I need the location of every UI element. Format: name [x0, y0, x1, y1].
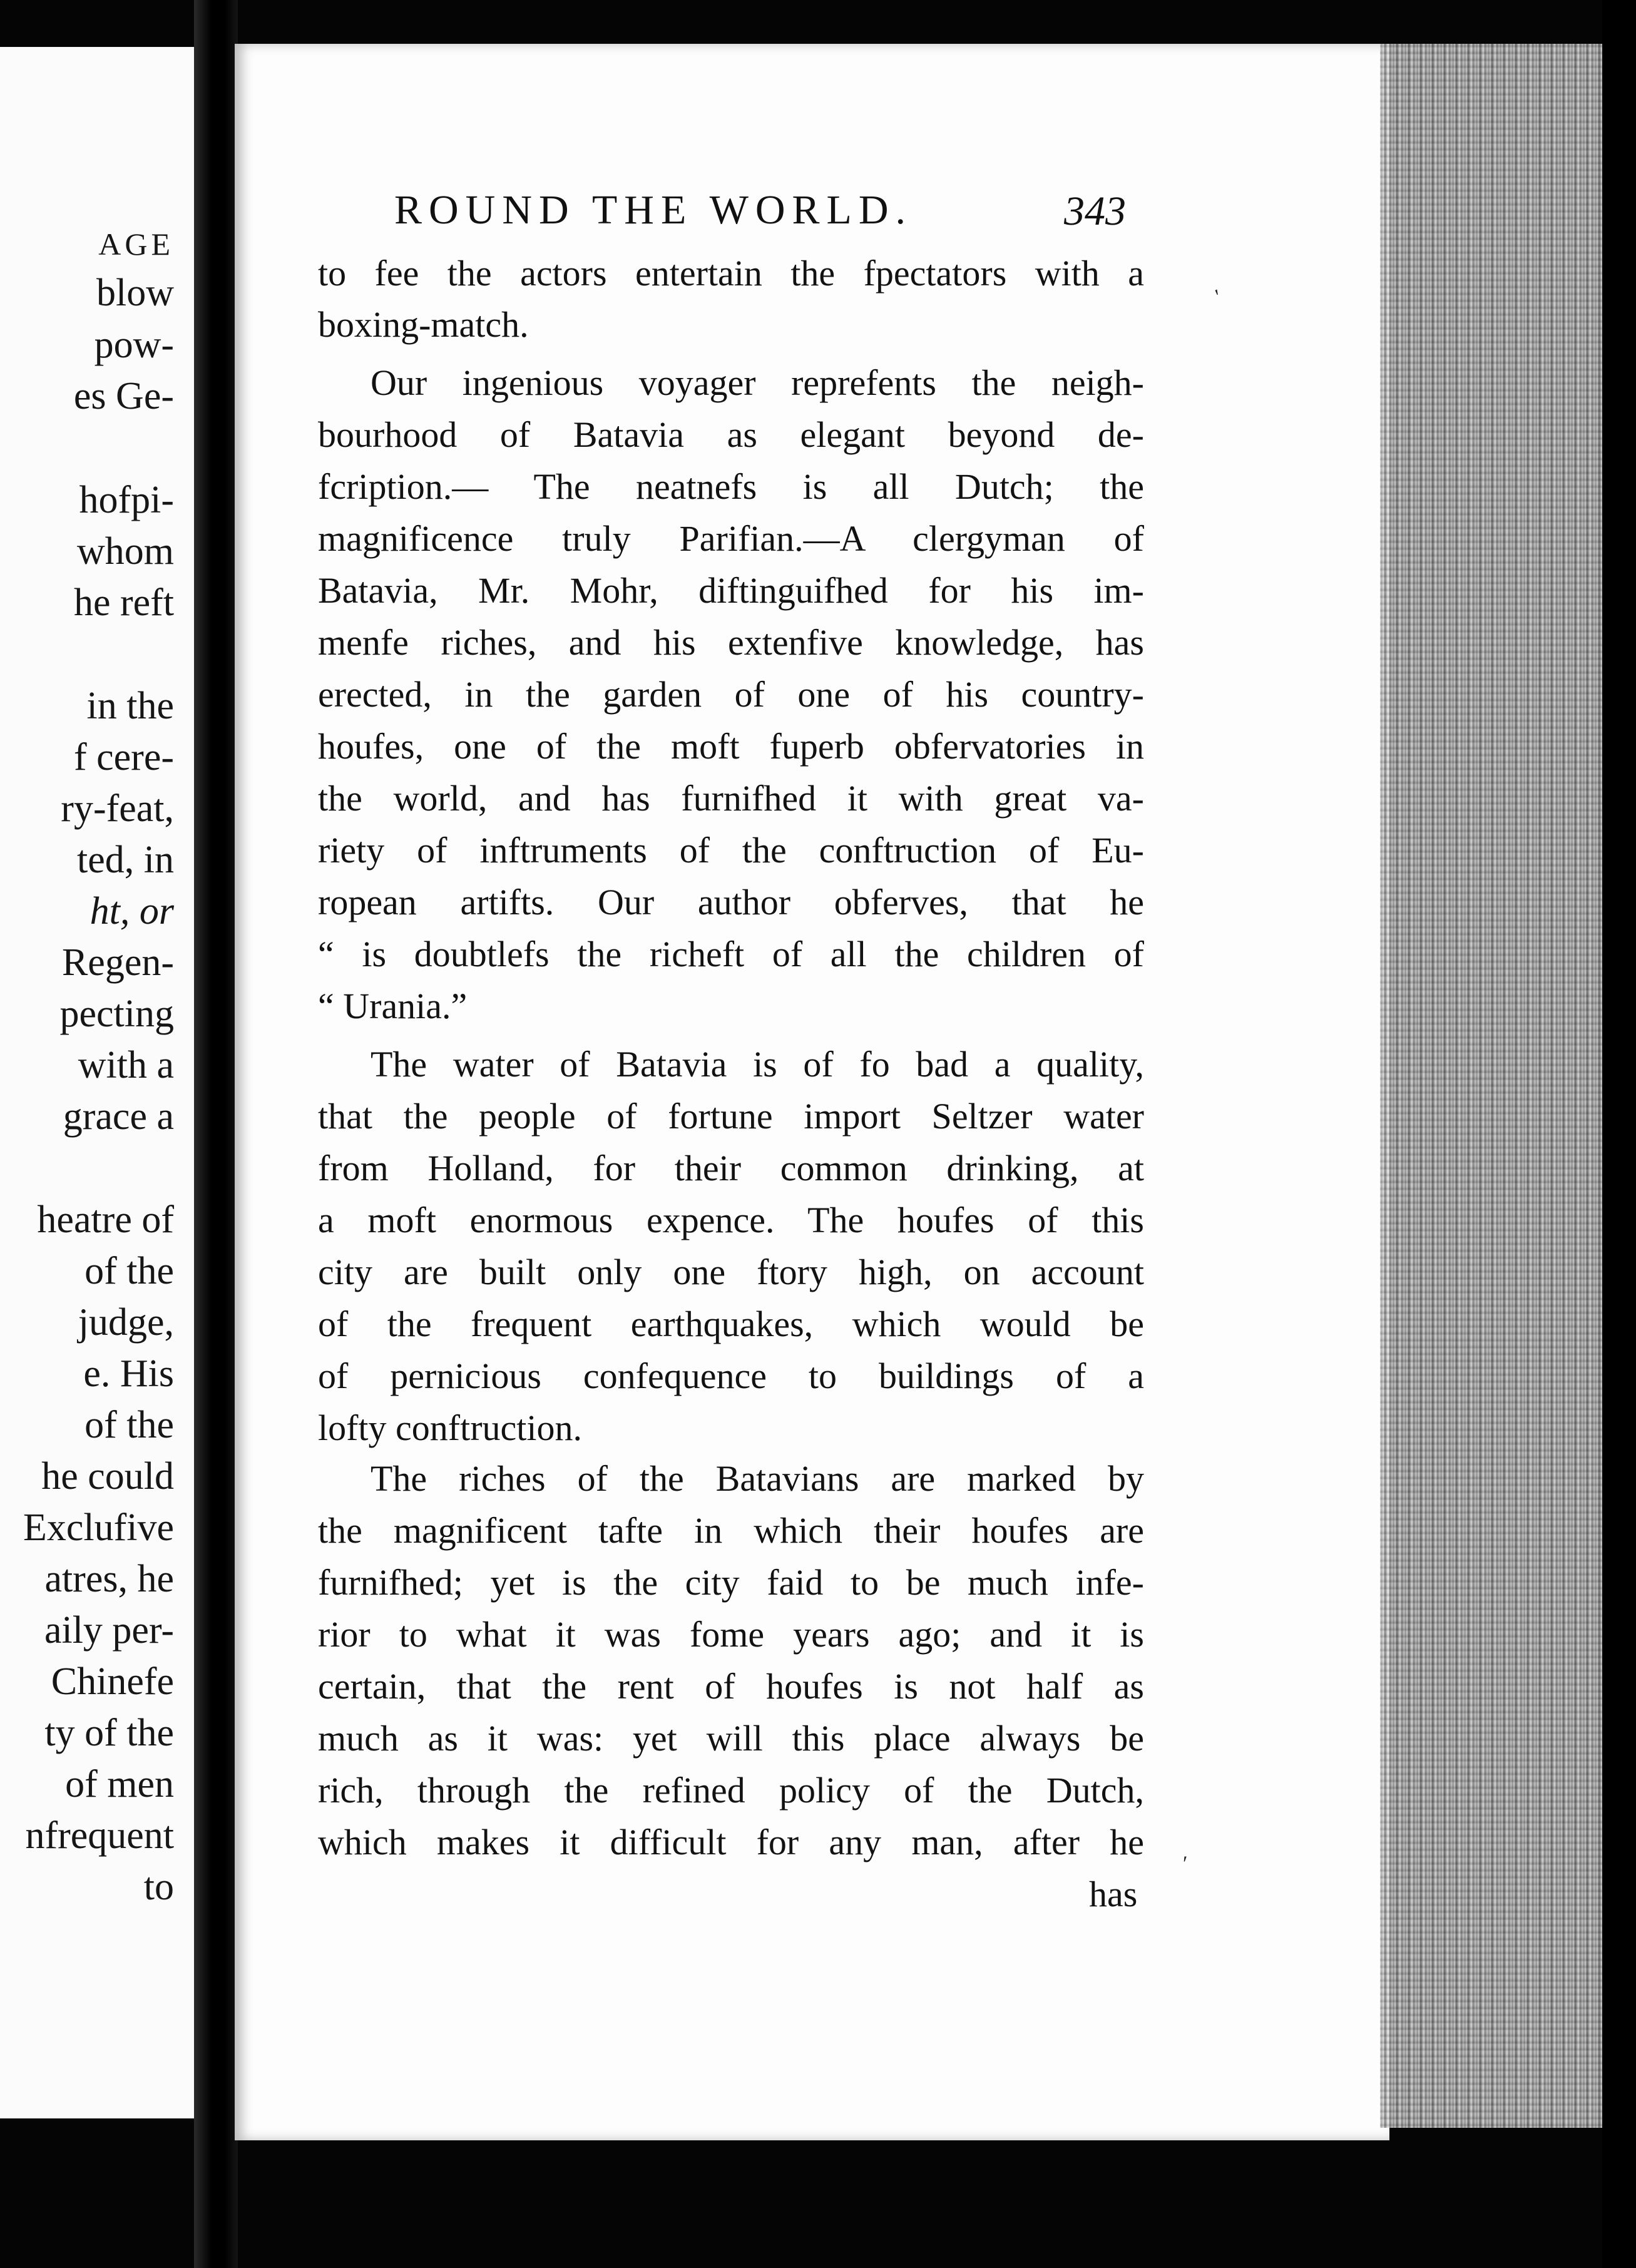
- edge-shadow: [1602, 0, 1636, 2268]
- text-line: magnificence truly Parifian.—A clergyman of: [318, 518, 1144, 559]
- left-page-line: ry-feat,: [61, 787, 174, 830]
- text-line: ropean artifts. Our author obferves, that he: [318, 882, 1144, 922]
- text-line: menfe riches, and his extenfive knowledge, has: [318, 622, 1144, 663]
- book-gutter: [194, 0, 238, 2268]
- catchword: has: [1089, 1874, 1138, 1914]
- left-page-line: f cere-: [74, 736, 174, 779]
- text-line: the magnificent tafte in which their houfes are: [318, 1510, 1144, 1551]
- text-line: city are built only one ftory high, on account: [318, 1252, 1144, 1292]
- text-line: a moft enormous expence. The houfes of this: [318, 1200, 1144, 1240]
- text-line: boxing-match.: [318, 304, 529, 345]
- left-page-line: of men: [65, 1763, 174, 1806]
- left-page-line: Exclufive: [23, 1506, 174, 1549]
- left-page-line: of the: [84, 1404, 174, 1446]
- left-page-line: he could: [41, 1455, 174, 1498]
- text-line: rich, through the refined policy of the Dutch,: [318, 1770, 1144, 1811]
- left-page-line: of the: [84, 1250, 174, 1292]
- text-line: “ Urania.”: [318, 986, 468, 1026]
- ink-speck: ʹ: [1211, 285, 1227, 308]
- text-line: that the people of fortune import Seltzer water: [318, 1096, 1144, 1137]
- left-page-line: heatre of: [37, 1198, 174, 1241]
- text-line: bourhood of Batavia as elegant beyond de-: [318, 414, 1144, 455]
- left-page-line: Regen-: [61, 941, 174, 984]
- page-edges: [1380, 44, 1605, 2128]
- left-page-line: whom: [77, 530, 174, 573]
- text-line: Batavia, Mr. Mohr, diftinguifhed for his im-: [318, 570, 1144, 611]
- left-page-line: es Ge-: [73, 375, 174, 417]
- text-line: which makes it difficult for any man, after he: [318, 1822, 1144, 1862]
- text-line: fcription.— The neatnefs is all Dutch; the: [318, 466, 1144, 507]
- left-page-line: aily per-: [44, 1609, 174, 1652]
- left-page-line: with a: [78, 1044, 174, 1086]
- left-page-line: judge,: [78, 1301, 174, 1344]
- running-head: ROUND THE WORLD.: [394, 187, 913, 233]
- text-line: the world, and has furnifhed it with great va-: [318, 778, 1144, 819]
- ink-speck: ʹ: [1183, 1852, 1188, 1876]
- text-line: lofty conftruction.: [318, 1407, 583, 1448]
- text-line: “ is doubtlefs the richeft of all the children of: [318, 934, 1144, 974]
- text-line: The riches of the Batavians are marked by: [371, 1458, 1144, 1499]
- text-line: furnifhed; yet is the city faid to be much infe-: [318, 1562, 1144, 1603]
- text-line: certain, that the rent of houfes is not half as: [318, 1666, 1144, 1707]
- page-number: 343: [1064, 188, 1126, 234]
- text-line: of the frequent earthquakes, which would be: [318, 1304, 1144, 1344]
- left-page-line: to: [143, 1866, 174, 1908]
- left-page-line: ted, in: [77, 839, 174, 881]
- left-page-line: pecting: [59, 993, 174, 1035]
- left-page-line: e. His: [83, 1352, 174, 1395]
- text-line: The water of Batavia is of fo bad a quality,: [371, 1044, 1144, 1085]
- text-line: riety of inftruments of the conftruction of Eu-: [318, 830, 1144, 871]
- left-page-line: atres, he: [44, 1558, 174, 1600]
- text-line: much as it was: yet will this place always be: [318, 1718, 1144, 1759]
- left-page-line: pow-: [94, 324, 174, 366]
- left-page-line: in the: [86, 685, 174, 727]
- text-line: Our ingenious voyager reprefents the neigh-: [371, 362, 1144, 403]
- text-line: from Holland, for their common drinking, at: [318, 1148, 1144, 1188]
- left-page-line: ty of the: [44, 1712, 174, 1754]
- left-page-line: blow: [96, 272, 174, 314]
- left-page-line: he reft: [73, 581, 174, 624]
- left-page-line: ht, or: [89, 890, 174, 932]
- left-page-line: hofpi-: [79, 479, 174, 521]
- text-line: erected, in the garden of one of his country-: [318, 674, 1144, 715]
- left-page-line: Chinefe: [51, 1660, 174, 1703]
- text-line: to fee the actors entertain the fpectators with a: [318, 253, 1144, 294]
- left-page-line: nfrequent: [25, 1814, 174, 1857]
- left-facing-page: [0, 47, 194, 2118]
- text-line: houfes, one of the moft fuperb obfervatories in: [318, 726, 1144, 767]
- left-page-line: grace a: [63, 1095, 174, 1138]
- text-line: of pernicious confequence to buildings of a: [318, 1356, 1144, 1396]
- text-line: rior to what it was fome years ago; and it is: [318, 1614, 1144, 1655]
- left-page-header-fragment: AGE: [98, 227, 174, 262]
